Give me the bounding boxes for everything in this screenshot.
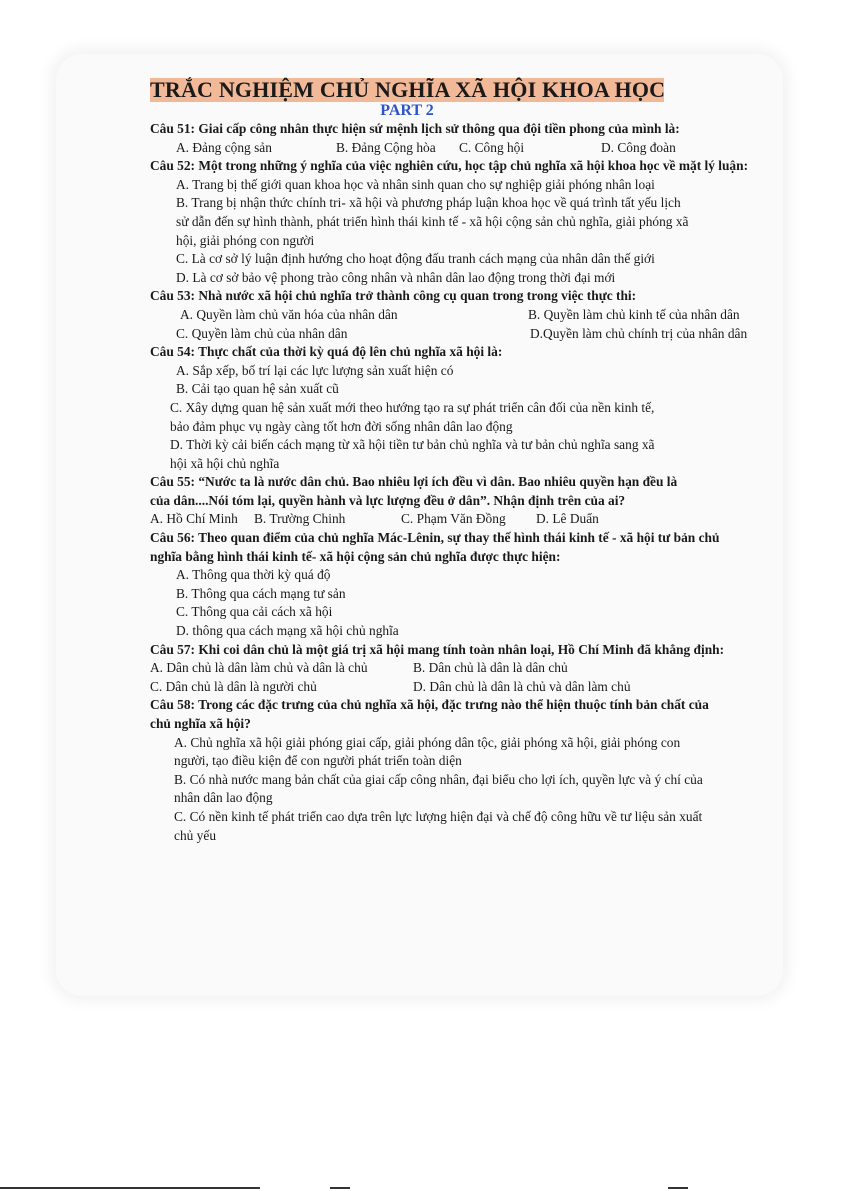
option-d: D.Quyền làm chủ chính trị của nhân dân (530, 325, 748, 341)
question-51 (150, 120, 790, 157)
option-b: B. Cải tạo quan hệ sản xuất cũ (176, 381, 339, 397)
question-56 (150, 529, 790, 641)
question-57 (150, 641, 790, 697)
option-b: B. Có nhà nước mang bản chất của giai cấp công nhân, đại biểu cho lợi ích, quyền lực và ý chí của nhân dân lao động (174, 771, 703, 806)
option-a: A. Quyền làm chủ văn hóa của nhân dân (180, 306, 398, 322)
options-row (150, 510, 790, 529)
scan-edge-line (0, 1187, 260, 1189)
option-c: C. Quyền làm chủ của nhân dân (176, 325, 348, 341)
scan-edge-line (330, 1187, 350, 1189)
option-c: C. Dân chủ là dân là người chủ (150, 678, 317, 694)
option-a: A. Đảng cộng sản (176, 139, 272, 155)
question-list (150, 120, 790, 845)
question-text: Câu 56: Theo quan điểm của chủ nghĩa Mác-Lênin, sự thay thế hình thái kinh tế - xã hội tư bản chủ nghĩa bằng hình thái kinh tế- xã hội cộng sản chủ nghĩa được thực hiện: (150, 530, 720, 564)
option-d: D. thông qua cách mạng xã hội chủ nghĩa (176, 623, 399, 639)
option-d: D. Là cơ sở bảo vệ phong trào công nhân và nhân dân lao động trong thời đại mới (176, 269, 616, 285)
option-b: B. Quyền làm chủ kinh tế của nhân dân (528, 306, 740, 322)
option-c: C. Xây dựng quan hệ sản xuất mới theo hướng tạo ra sự phát triển cân đối của nền kinh tế, bảo đảm phục vụ ngày càng tốt hơn đời sống nhân dân lao động (170, 399, 655, 434)
question-text: Câu 54: Thực chất của thời kỳ quá độ lên chủ nghĩa xã hội là: (150, 344, 503, 360)
question-55 (150, 473, 790, 529)
option-d: D. Thời kỳ cải biến cách mạng từ xã hội tiền tư bản chủ nghĩa và tư bản chủ nghĩa sang xã hội xã hội chủ nghĩa (170, 437, 655, 471)
question-text: Câu 52: Một trong những ý nghĩa của việc nghiên cứu, học tập chủ nghĩa xã hội khoa học về mặt lý luận: (150, 158, 749, 174)
option-d: D. Dân chủ là dân là chủ và dân làm chủ (413, 678, 631, 694)
scan-edge-line (668, 1187, 688, 1189)
page-title: TRẮC NGHIỆM CHỦ NGHĨA XÃ HỘI KHOA HỌC (150, 77, 666, 102)
options-row (150, 306, 790, 325)
option-c: C. Thông qua cải cách xã hội (176, 604, 333, 620)
options-row (150, 139, 790, 158)
option-a: A. Thông qua thời kỳ quá độ (176, 567, 331, 583)
option-b: B. Trường Chinh (254, 511, 346, 527)
option-b: B. Dân chủ là dân là dân chủ (413, 660, 568, 676)
option-c: C. Phạm Văn Đồng (401, 511, 506, 527)
question-52 (150, 157, 790, 287)
option-a: A. Sắp xếp, bố trí lại các lực lượng sản xuất hiện có (176, 362, 454, 378)
option-c: C. Công hội (459, 139, 525, 155)
option-a: A. Dân chủ là dân làm chủ và dân là chủ (150, 660, 368, 676)
question-53 (150, 287, 790, 343)
part-heading: PART 2 (380, 102, 434, 119)
option-b: B. Thông qua cách mạng tư sản (176, 585, 346, 601)
question-text: Câu 58: Trong các đặc trưng của chủ nghĩa xã hội, đặc trưng nào thể hiện thuộc tính bản chất của chủ nghĩa xã hội? (150, 697, 709, 731)
option-a: A. Chủ nghĩa xã hội giải phóng giai cấp, giải phóng dân tộc, giải phóng xã hội, giải phóng con người, tạo điều kiện để con người phát triển toàn diện (174, 734, 681, 769)
options-row (150, 325, 790, 344)
question-text: Câu 53: Nhà nước xã hội chủ nghĩa trở thành công cụ quan trong trong việc thực thi: (150, 288, 637, 304)
option-b: B. Đảng Cộng hòa (336, 139, 436, 155)
question-text: Câu 51: Giai cấp công nhân thực hiện sứ mệnh lịch sử thông qua đội tiền phong của mình là: (150, 121, 680, 136)
option-c: C. Có nền kinh tế phát triển cao dựa trên lực lượng hiện đại và chế độ công hữu về tư liệu sản xuất chủ yếu (174, 808, 703, 843)
options-row (150, 678, 790, 697)
question-58 (150, 696, 790, 845)
option-d: D. Lê Duẩn (536, 511, 599, 527)
question-text: Câu 55: “Nước ta là nước dân chủ. Bao nhiêu lợi ích đều vì dân. Bao nhiêu quyền hạn đều là của dân....Nói tóm lại, quyền hành và lực lượng đều ở dân”. Nhận định trên của ai? (150, 474, 678, 508)
options-row (150, 659, 790, 678)
question-text: Câu 57: Khi coi dân chủ là một giá trị xã hội mang tính toàn nhân loại, Hồ Chí Minh đã khẳng định: (150, 641, 725, 657)
option-c: C. Là cơ sở lý luận định hướng cho hoạt động đấu tranh cách mạng của nhân dân thế giới (176, 251, 655, 267)
option-b: B. Trang bị nhận thức chính tri- xã hội và phương pháp luận khoa học về quá trình tất yếu lịch sử dẫn đến sự hình thành, phát triển hình thái kinh tế - xã hội cộng sản chủ nghĩa, giải phóng xã hội, giải phóng con người (176, 195, 689, 248)
option-a: A. Hồ Chí Minh (150, 511, 238, 527)
question-54 (150, 343, 790, 473)
option-a: A. Trang bị thế giới quan khoa học và nhân sinh quan cho sự nghiệp giải phóng nhân loại (176, 176, 655, 192)
option-d: D. Công đoàn (601, 139, 676, 155)
